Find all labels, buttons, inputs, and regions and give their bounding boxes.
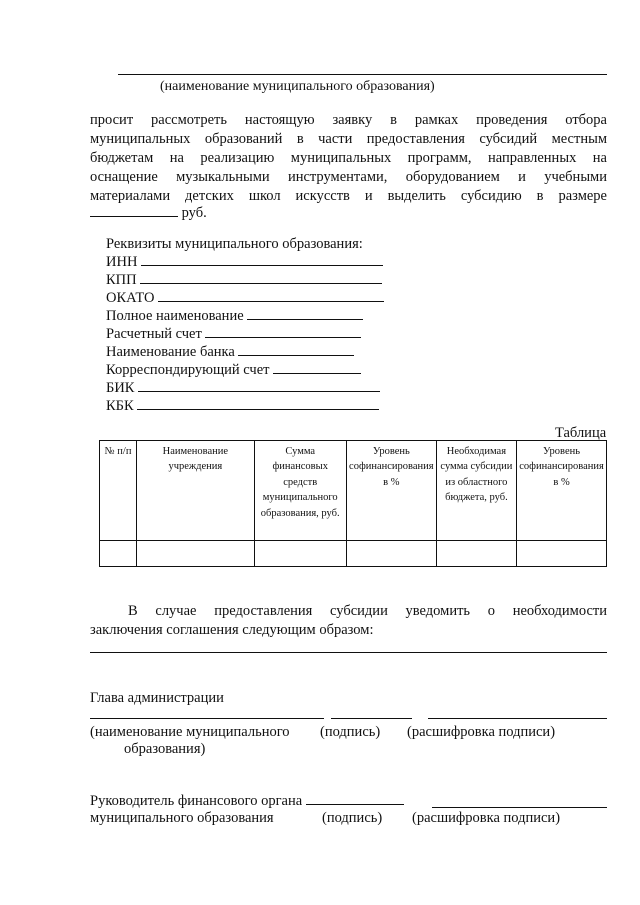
head-decode-field[interactable] [428, 706, 607, 719]
kbk-label: КБК [106, 398, 134, 414]
corr-account-field[interactable] [273, 362, 361, 374]
account-row [106, 326, 361, 343]
head-caption-sign: (подпись) [320, 724, 381, 740]
municipality-name-caption: (наименование муниципального образования) [160, 79, 435, 94]
request-line-5: материалами детских школ искусств и выделить субсидию в размере [90, 188, 607, 204]
finance-title-text: Руководитель финансового органа [90, 793, 303, 809]
request-line-3: бюджетам на реализацию муниципальных программ, направленных на [90, 150, 607, 166]
corr-account-row [106, 362, 361, 379]
head-signature-field[interactable] [331, 706, 412, 719]
finance-subtitle: муниципального образования [90, 810, 274, 826]
head-title: Глава администрации [90, 690, 224, 706]
kbk-field[interactable] [137, 398, 379, 410]
table-cell[interactable] [436, 541, 516, 567]
account-label: Расчетный счет [106, 326, 202, 342]
corr-account-label: Корреспондирующий счет [106, 362, 270, 378]
notice-method-field[interactable] [90, 640, 607, 653]
table-cell[interactable] [346, 541, 436, 567]
kbk-row [106, 398, 379, 415]
inn-row [106, 254, 383, 271]
header-cofinancing-level-2: Уровень софинансирования в % [517, 441, 607, 541]
bik-label: БИК [106, 380, 135, 396]
kpp-label: КПП [106, 272, 137, 288]
inn-label: ИНН [106, 254, 138, 270]
table-row [100, 541, 607, 567]
inn-field[interactable] [141, 254, 383, 266]
head-caption-decode: (расшифровка подписи) [407, 724, 556, 740]
bank-name-row [106, 344, 354, 361]
account-field[interactable] [205, 326, 361, 338]
subsidy-table [99, 440, 607, 567]
notice-line-2: заключения соглашения следующим образом: [90, 622, 374, 638]
bik-row [106, 380, 380, 397]
head-name-field[interactable] [90, 706, 324, 719]
table-cell[interactable] [137, 541, 254, 567]
requisites-title: Реквизиты муниципального образования: [106, 236, 363, 252]
municipality-name-line [118, 62, 607, 75]
header-number: № п/п [100, 441, 137, 541]
full-name-row [106, 308, 363, 325]
finance-title [90, 793, 404, 810]
header-cofinancing-level-1: Уровень софинансирования в % [346, 441, 436, 541]
table-cell[interactable] [100, 541, 137, 567]
subsidy-amount-row [90, 205, 207, 222]
bank-name-label: Наименование банка [106, 344, 235, 360]
bik-field[interactable] [138, 380, 380, 392]
request-line-4: оснащение музыкальными инструментами, оборудованием и учебными [90, 169, 607, 185]
okato-row [106, 290, 384, 307]
bank-name-field[interactable] [238, 344, 354, 356]
table-cell[interactable] [254, 541, 346, 567]
kpp-field[interactable] [140, 272, 382, 284]
header-regional-subsidy: Необходимая сумма субсидии из областного бюджета, руб. [436, 441, 516, 541]
request-line-1: просит рассмотреть настоящую заявку в рамках проведения отбора [90, 112, 607, 128]
subsidy-amount-field[interactable] [90, 205, 178, 217]
finance-decode-field[interactable] [432, 795, 607, 808]
finance-caption-decode: (расшифровка подписи) [412, 810, 561, 826]
finance-caption-sign: (подпись) [322, 810, 383, 826]
table-caption: Таблица [555, 425, 607, 441]
notice-line-1: В случае предоставления субсидии уведомить о необходимости [128, 603, 607, 619]
full-name-field[interactable] [247, 308, 363, 320]
header-institution: Наименование учреждения [137, 441, 254, 541]
table-header-row [100, 441, 607, 541]
amount-suffix: руб. [181, 205, 207, 221]
okato-field[interactable] [158, 290, 384, 302]
head-caption-name: (наименование муниципального [90, 724, 290, 740]
okato-label: ОКАТО [106, 290, 155, 306]
table-cell[interactable] [517, 541, 607, 567]
request-line-2: муниципальных образований в части предоставления субсидий местным [90, 131, 607, 147]
full-name-label: Полное наименование [106, 308, 244, 324]
kpp-row [106, 272, 382, 289]
finance-signature-field[interactable] [306, 793, 404, 805]
header-muni-funds: Сумма финансовых средств муниципального образования, руб. [254, 441, 346, 541]
head-caption-name-cont: образования) [124, 741, 206, 757]
